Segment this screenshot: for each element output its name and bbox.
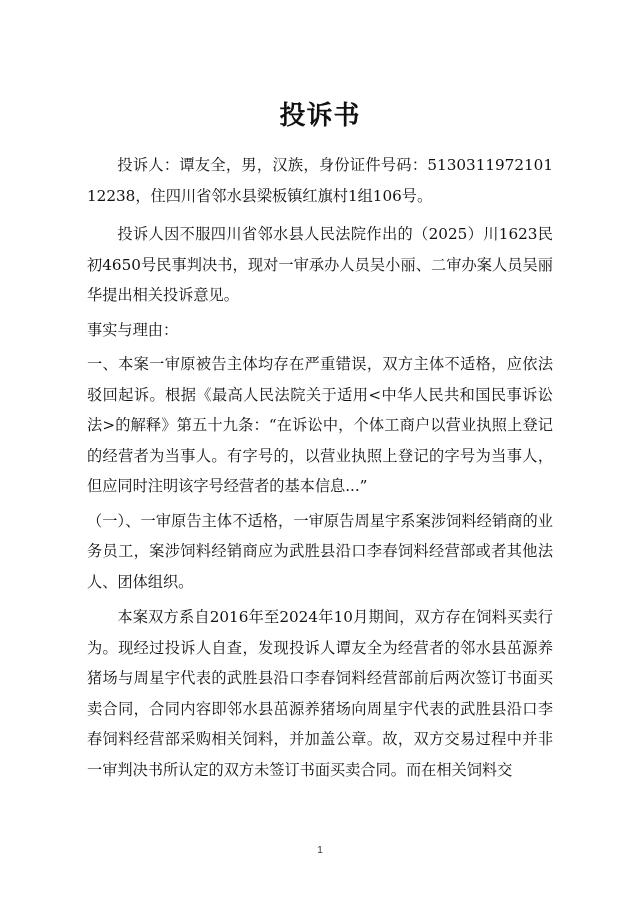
facts-and-reasons-heading: 事实与理由：: [87, 320, 179, 339]
complaint-purpose-paragraph: 投诉人因不服四川省邻水县人民法院作出的（2025）川1623民初4650号民事判决书，现对一审承办人员吴小丽、二审办案人员吴丽华提出相关投诉意见。: [87, 225, 553, 304]
page-number: 1: [317, 845, 323, 856]
reason-one-sub-one-paragraph: （一）、一审原告主体不适格，一审原告周星宇系案涉饲料经销商的业务员工，案涉饲料经销商应为武胜县沿口李春饲料经营部或者其他法人、团体组织。: [87, 511, 553, 591]
complainant-info-paragraph: 投诉人：谭友全，男，汉族，身份证件号码：513031197210112238，住四川省邻水县梁板镇红旗村1组106号。: [87, 156, 553, 205]
document-body: [87, 150, 553, 785]
reason-one-paragraph: 一、本案一审原被告主体均存在严重错误，双方主体不适格，应依法驳回起诉。根据《最高人民法院关于适用<中华人民共和国民事诉讼法>的解释》第五十九条：“在诉讼中，个体工商户以营业执照上登记的经营者为当事人。有字号的，以营业执照上登记的字号为当事人，但应同时注明该字号经营者的基本信息...”: [87, 355, 553, 495]
transaction-history-paragraph: 本案双方系自2016年至2024年10月期间，双方存在饲料买卖行为。现经过投诉人自查，发现投诉人谭友全为经营者的邻水县茁源养猪场与周星宇代表的武胜县沿口李春饲料经营部前后两次签订书面买卖合同，合同内容即邻水县茁源养猪场向周星宇代表的武胜县沿口李春饲料经营部采购相关饲料，并加盖公章。故，双方交易过程中并非一审判决书所认定的双方未签订书面买卖合同。而在相关饲料交: [87, 608, 553, 779]
document-title: 投诉书: [279, 101, 361, 131]
